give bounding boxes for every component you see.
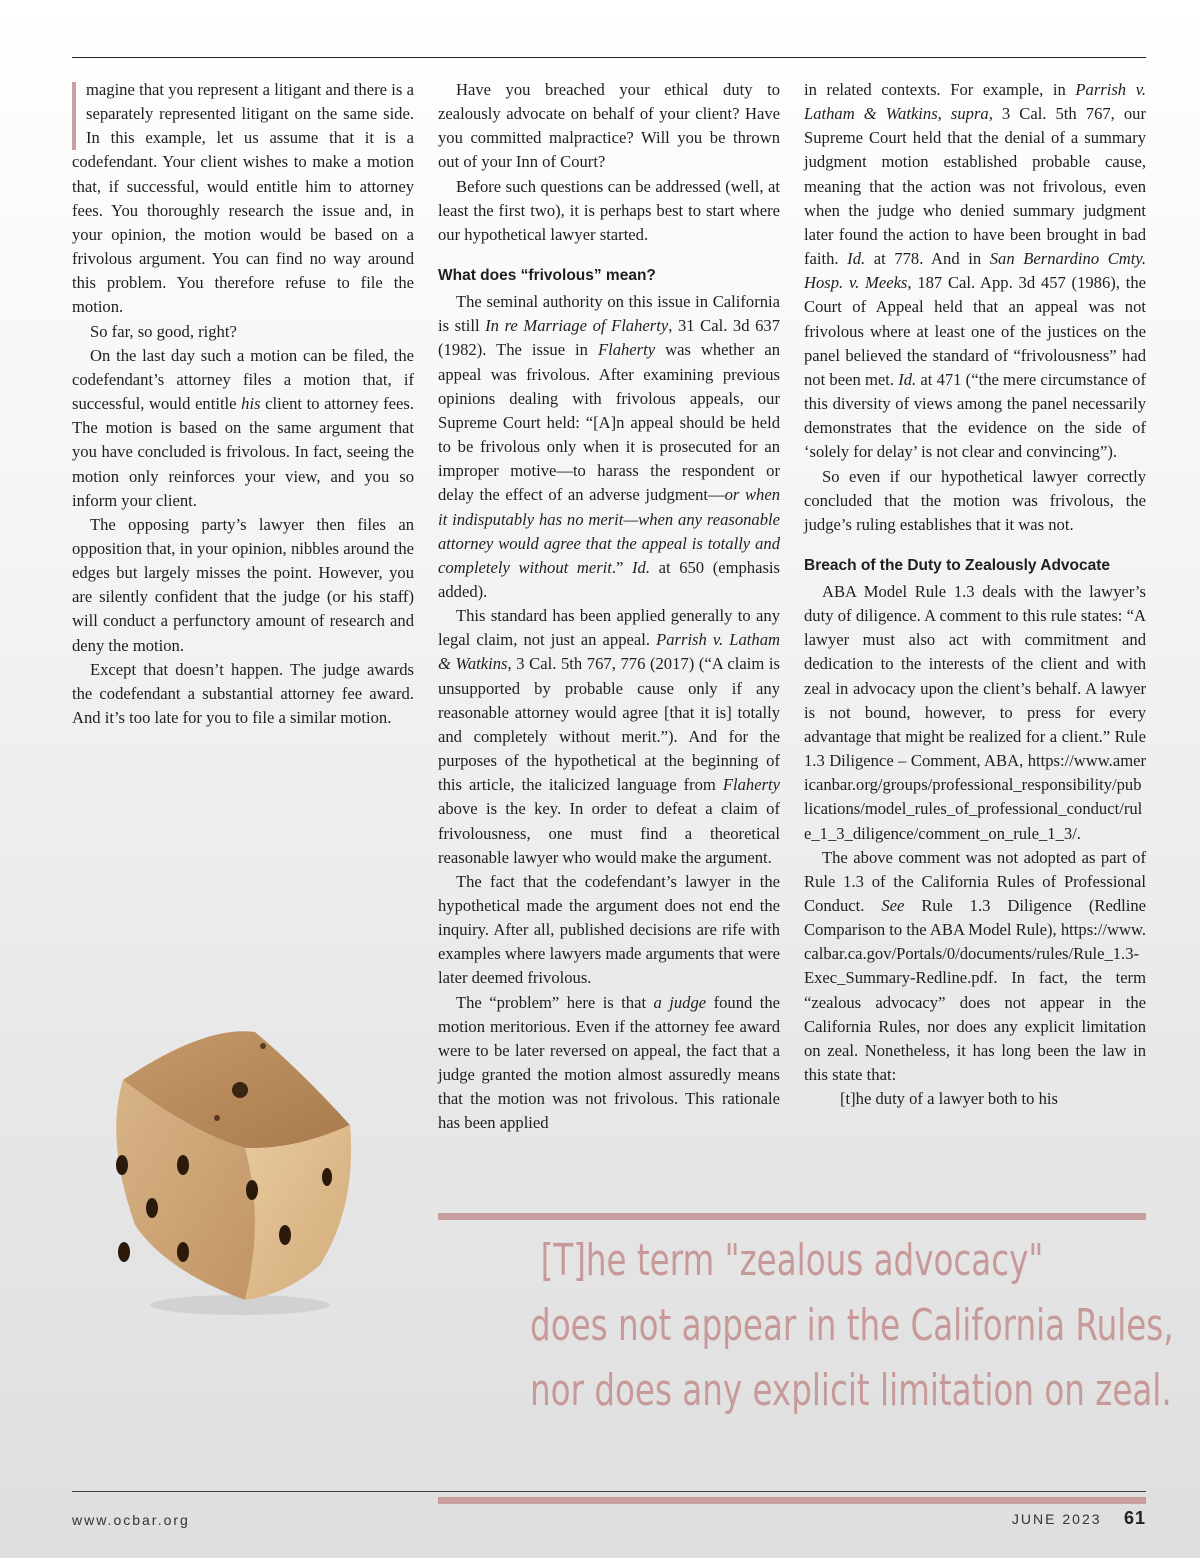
paragraph: The seminal authority on this issue in California is still In re Marriage of Flaherty, 31 Cal. 3d 637 (1982). The issue in Flaherty was whether an appeal was frivolous. After examining previous opinions dealing with frivolous appeals, our Supreme Court held: “[A]n appeal should be held to be frivolous only when it is prosecuted for an improper motive—to harass the respondent or delay the effect of an adverse judgment—or when it indisputably has no merit—when any reasonable attorney would agree that the appeal is totally and completely without merit.” Id. at 650 (emphasis added).: [438, 292, 781, 601]
page-number: 61: [1123, 1508, 1146, 1528]
paragraph: So far, so good, right?: [90, 321, 237, 341]
issue-date: JUNE 2023: [1011, 1511, 1102, 1527]
article-column-2: [438, 78, 780, 1136]
paragraph: Have you breached your ethical duty to zealously advocate on behalf of your client? Have you committed malpractice? Will you be thrown out of your Inn of Court?: [438, 80, 780, 172]
pullquote-line: nor does any explicit limitation on zeal.: [530, 1365, 1172, 1416]
paragraph: Before such questions can be addressed (well, at least the first two), it is perhaps best to start where our hypothetical lawyer started.: [438, 176, 780, 244]
section-heading: Breach of the Duty to Zealously Advocate: [804, 556, 1111, 574]
dice-illustration: [95, 1020, 365, 1320]
pullquote-bottom-rule: [438, 1497, 1146, 1504]
article-column-3: [804, 78, 1146, 1111]
paragraph: The fact that the codefendant’s lawyer in the hypothetical made the argument does not end the inquiry. After all, published decisions are rife with examples where lawyers made arguments that were later deemed frivolous.: [438, 871, 780, 988]
paragraph: So even if our hypothetical lawyer correctly concluded that the motion was frivolous, the judge’s ruling establishes that it was not.: [804, 466, 1146, 534]
block-quote: [t]he duty of a lawyer both to his: [840, 1089, 1058, 1109]
paragraph: This standard has been applied generally to any legal claim, not just an appeal. Parrish v. Latham & Watkins, 3 Cal. 5th 767, 776 (2017) (“A claim is unsupported by probable cause only if any reasonable attorney would agree [that it is] totally and completely without merit.”). And for the purposes of the hypothetical at the beginning of this article, the italicized language from Flaherty above is the key. In order to defeat a claim of frivolousness, one must find a theoretical reasonable lawyer who would make the argument.: [438, 606, 780, 867]
dice-pip: [177, 1155, 189, 1175]
dropcap-bar: [72, 82, 76, 150]
dice-pip: [322, 1168, 332, 1186]
pullquote-line: does not appear in the California Rules,: [530, 1300, 1174, 1351]
dice-pip: [279, 1225, 291, 1245]
calbar-link[interactable]: https://www.calbar.ca.gov/Portals/0/documents/rules/Rule_1.3-Exec_Summary-Redline.pdf.: [804, 920, 1146, 988]
section-heading: What does “frivolous” mean?: [438, 267, 656, 285]
dice-pip: [260, 1043, 266, 1049]
dice-pip: [232, 1082, 248, 1098]
pullquote-line: [T]he term "zealous advocacy": [540, 1235, 1044, 1286]
dice-pip: [116, 1155, 128, 1175]
pullquote: [530, 1228, 1174, 1423]
paragraph: The above comment was not adopted as part of Rule 1.3 of the California Rules of Professional Conduct. See Rule 1.3 Diligence (Redline Comparison to the ABA Model Rule), https://www.calbar.ca.gov/Portals/0/documents/rules/Rule_1.3-Exec_Summary-Redline.pdf. In fact, the term “zealous advocacy” does not appear in the California Rules, nor does any explicit limitation on zeal. Nonetheless, it has long been the law in this state that:: [804, 847, 1146, 1085]
footer-right: [1012, 1508, 1146, 1529]
aba-link[interactable]: https://www.americanbar.org/groups/professional_responsibility/publications/model_rules_of_professional_conduct/rule_1_3_diligence/comment_on_rule_1_3/.: [804, 751, 1146, 843]
paragraph: The “problem” here is that a judge found the motion meritorious. Even if the attorney fee award were to be later reversed on appeal, the fact that a judge granted the motion almost assuredly means that the motion was not frivolous. This rationale has been applied: [438, 992, 781, 1133]
dice-pip: [246, 1180, 258, 1200]
dice-pip: [118, 1242, 130, 1262]
footer-rule: [72, 1491, 1146, 1492]
paragraph: On the last day such a motion can be filed, the codefendant’s attorney files a motion that, if successful, would entitle his client to attorney fees. The motion is based on the same argument that you have concluded is frivolous. In fact, seeing the motion only reinforces your view, and you so inform your client.: [72, 345, 414, 510]
article-column-1: [72, 78, 414, 730]
paragraph: ABA Model Rule 1.3 deals with the lawyer’s duty of diligence. A comment to this rule states: “A lawyer must also act with commitment and dedication to the interests of the client and with zeal in advocacy upon the client’s behalf. A lawyer is not bound, however, to press for every advantage that might be realized for a client.” Rule 1.3 Diligence – Comment, ABA, https://www.americanbar.org/groups/professional_responsibility/publications/model_rules_of_professional_conduct/rule_1_3_diligence/comment_on_rule_1_3/.: [804, 581, 1146, 843]
dice-pip: [146, 1198, 158, 1218]
paragraph: Except that doesn’t happen. The judge awards the codefendant a substantial attorney fee award. And it’s too late for you to file a similar motion.: [72, 659, 414, 728]
footer-website[interactable]: www.ocbar.org: [72, 1512, 190, 1528]
paragraph: magine that you represent a litigant and there is a separately represented litigant on the same side. In this example, let us assume that it is a codefendant. Your client wishes to make a motion that, if successful, would entitle him to attorney fees. You thoroughly research the issue and, in your opinion, the motion would be based on a frivolous argument. You can find no way around this problem. You therefore refuse to file the motion.: [72, 80, 414, 317]
dice-pip: [177, 1242, 189, 1262]
pullquote-top-rule: [438, 1213, 1146, 1220]
paragraph: The opposing party’s lawyer then files an opposition that, in your opinion, nibbles around the edges but largely misses the point. However, you are silently confident that the judge (or his staff) will conduct a perfunctory amount of research and deny the motion.: [72, 514, 414, 655]
paragraph: in related contexts. For example, in Parrish v. Latham & Watkins, supra, 3 Cal. 5th 767, our Supreme Court held that the denial of a summary judgment motion established probable cause, meaning that the action was not frivolous, even when the judge who denied summary judgment later found the action to have been brought in bad faith. Id. at 778. And in San Bernardino Cmty. Hosp. v. Meeks, 187 Cal. App. 3d 457 (1986), the Court of Appeal held that an appeal was not frivolous where at least one of the justices on the panel believed the standard of “frivolousness” had not been met. Id. at 471 (“the mere circumstance of this diversity of views among the panel necessarily demonstrates that the evidence on the side of ‘solely for delay’ is not clear and convincing”).: [804, 80, 1146, 462]
dice-right-face: [245, 1125, 351, 1300]
top-rule: [72, 57, 1146, 58]
dice-pip: [214, 1115, 220, 1121]
